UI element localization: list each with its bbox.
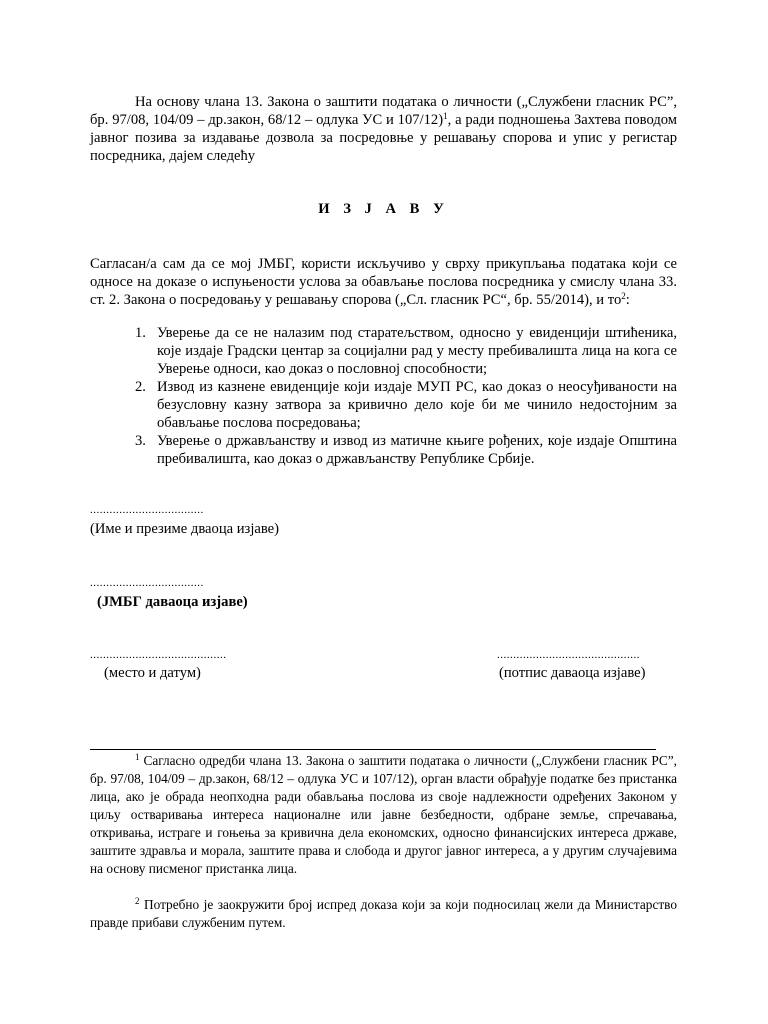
- place-date-label: (место и датум): [104, 665, 201, 681]
- jmbg-label: (ЈМБГ даваоца изјаве): [97, 594, 248, 610]
- name-signature-line: ...................................: [90, 504, 204, 516]
- evidence-list: [90, 324, 677, 468]
- footnote-ref-2: 2: [621, 291, 626, 301]
- name-label: (Име и презиме дваоца изјаве): [90, 521, 279, 537]
- list-item: 2. Извод из казнене евиденције који издаје МУП РС, као доказ о неосуђиваности на безусловну казну затвора за кривично дело које би ме чинило недостојним за обављање послова посредовања;: [135, 379, 677, 431]
- place-date-line: ..........................................: [90, 649, 227, 661]
- footnote-ref-1: 1: [443, 111, 448, 121]
- signature-label: (потпис даваоца изјаве): [499, 665, 646, 681]
- jmbg-signature-line: ...................................: [90, 577, 204, 589]
- footnote-separator: [90, 749, 656, 750]
- consent-paragraph: Сагласан/а сам да се мој ЈМБГ, користи искључиво у сврху прикупљања података који се односе на доказе о испуњености услова за обављање послова посредника у смислу члана 33. ст. 2. Закона о посредовању у решавању спорова („Сл. гласник РС“, бр. 55/2014), и $то^2$:: [90, 256, 677, 308]
- signature-line: ............................................: [497, 649, 640, 661]
- footnote-2: $^2$ Потребно је заокружити број испред доказа који за који подносилац жели да Министарство правде прибави службеним путем.: [90, 896, 677, 930]
- intro-paragraph: На основу члана 13. Закона о заштити података о личности („Службени гласник РС”, бр. 97/08, 104/09 – др.закон, 68/12 – одлука УС и 107/12)$^1$, а ради подношења Захтева поводом јавног позива за издавање дозвола за посредовње у решавању спорова и упис у регистар посредника, дајем следећу: [90, 94, 678, 164]
- list-item: 3. Уверење о држављанству и извод из матичне књиге рођених, које издаје Општина пребивалишта, као доказ о држављанству Републике Србије.: [135, 433, 677, 467]
- document-title: И З Ј А В У: [318, 201, 449, 217]
- list-item: 1. Уверење да се не налазим под старатељством, односно у евиденцији штићеника, које издаје Градски центар за социјални рад у месту пребивалишта лица на кога се Уверење односи, као доказ о пословној способности;: [135, 325, 677, 377]
- footnote-1: $^1$ Сагласно одредби члана 13. Закона о заштити података о личности („Службени гласник РС”, бр. 97/08, 104/09 – др.закон, 68/12 – одлука УС и 107/12), орган власти обрађује податке без пристанка лица, ако је обрада неопходна ради обављања послова из своје надлежности одређених Законом у циљу остваривања интереса националне или јавне безбедности, одбране земље, спречавања, откривања, истраге и гоњења за кривична дела економских, односно финансијских интереса државе, заштите здравља и морала, заштите права и слобода и другог јавног интереса, а у другим случајевима на основу писменог пристанка лица.: [90, 752, 677, 876]
